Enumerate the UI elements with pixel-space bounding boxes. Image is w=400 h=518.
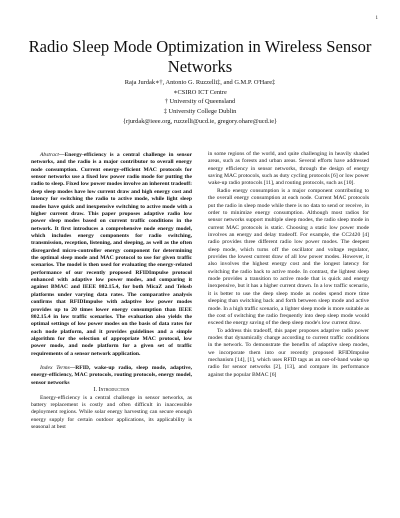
page-number: 1 [375,16,378,21]
author-emails: {rjurdak@ieee.org, ruzzelli@ucd.ie, gregory.ohare@ucd.ie} [122,117,278,125]
affiliation-uq: † University of Queensland [164,98,236,106]
author-names: Raja Jurdak∗†, Antonio G. Ruzzelli‡, and G.M.P. O'Hare‡ [124,79,276,86]
abstract-lead: Abstract [40,152,59,158]
abstract-text: —Energy-efficiency is a central challenge in sensor networks, and the radio is a major contributor to overall energy node consumption. Current energy-efficient MAC protocols for sensor networks use a fixed low power radio mode for putting the radio to sleep. Fixed low power modes involve an inherent tradeoff: deep sleep modes have low current draw and high energy cost and latency for switching the radio to active mode, while light sleep modes have quick and inexpensive switching to active mode with a higher current draw. This paper proposes adaptive radio low power sleep modes based on current traffic conditions in the network. It first introduces a comprehensive node energy model, which includes energy components for radio switching, transmission, reception, listening, and sleeping, as well as the often disregarded micro-controller energy component for determining the optimal sleep mode and MAC protocol to use for given traffic scenarios. The model is then used for evaluating the energy-related performance of our recently proposed RFIDImpulse protocol enhanced with adaptive low power modes, and comparing it against BMAC and IEEE 802.15.4, for both MicaZ and Telosb platforms under varying data rates. The comparative analysis confirms that RFIDImpulse with adaptive low power modes provides up to 20 times lower energy consumption than IEEE 802.15.4 in low traffic scenarios. The evaluation also yields the optimal settings of low power modes on the basis of data rates for each node platform, and it provides guidelines and a simple algorithm for the selection of appropriate MAC protocol, low power mode, and node platform for a given set of traffic requirements of a sensor network application. [31,152,192,357]
affiliation-ucd: ‡ University College Dublin [163,108,237,116]
right-paragraph-2: Radio energy consumption is a major component contributing to the overall energy consumption at each node. Current MAC protocols put the radio in sleep mode while there is no data to send or receive, in order to minimize energy consumption. Although most radios for sensor networks support multiple sleep modes, the radio sleep mode in current MAC protocols is static. Choosing a static low power mode involves an energy and delay tradeoff. For example, the CC2420 [4] radio provides three different radio low power modes. The deepest sleep mode, which turns off the oscillator and voltage regulator, provides the lowest current draw of all low power modes. However, it also involves the highest energy cost and the longest latency for switching the radio back to active mode. In contrast, the lightest sleep mode provides a transition to active mode that is quick and energy inexpensive, but it has a higher current drawn. In a low traffic scenario, it is better to use the deep sleep mode as nodes spend more time sleeping than switching back and forth between sleep mode and active mode. In a high traffic scenario, a lighter sleep mode is more suitable as the cost of switching the radio frequently into deep sleep mode would exceed the energy saving of the deep sleep mode's low current draw. [208,187,369,327]
right-paragraph-1: in some regions of the world, and quite challenging in heavily shaded areas, such as forests and urban areas. Several efforts have addressed energy efficiency in sensor networks, through the design of energy saving MAC protocols, such as duty cycling protocols [6] or low power wake-up radio protocols [11], and routing protocols, such as [10]. [208,151,369,187]
index-terms-lead: Index Terms [40,365,70,372]
index-terms [31,365,192,387]
index-terms-text: —RFID, wake-up radio, sleep mode, adaptive, energy-efficiency, MAC protocols, routing protocols, energy model, sensor networks [31,365,193,386]
right-column [208,151,369,379]
right-paragraph-3: To address this tradeoff, this paper proposes adaptive radio power modes that dynamically change according to current traffic conditions in the network. To demonstrate the benefits of adaptive sleep modes, we incorporate them into our recently proposed RFIDImpulse mechanism [14], [1], which uses RFID tags as an out-of-band wake up radio for sensor networks [2], [13], and compare its performance against the popular BMAC [6] [208,327,369,378]
section-heading-introduction: I. Introduction [93,387,130,394]
left-column [31,152,192,431]
affiliation-csiro: ∗CSIRO ICT Centre [173,88,227,96]
author-block [20,78,380,127]
intro-paragraph: Energy-efficiency is a central challenge in sensor networks, as battery replacement is costly and often difficult in inaccessible deployment regions. While solar energy harvesting can secure enough energy supply for certain outdoor applications, its applicability is seasonal at best [31,394,192,430]
abstract [31,152,192,358]
paper-title: Radio Sleep Mode Optimization in Wireless Sensor Networks [28,37,372,76]
